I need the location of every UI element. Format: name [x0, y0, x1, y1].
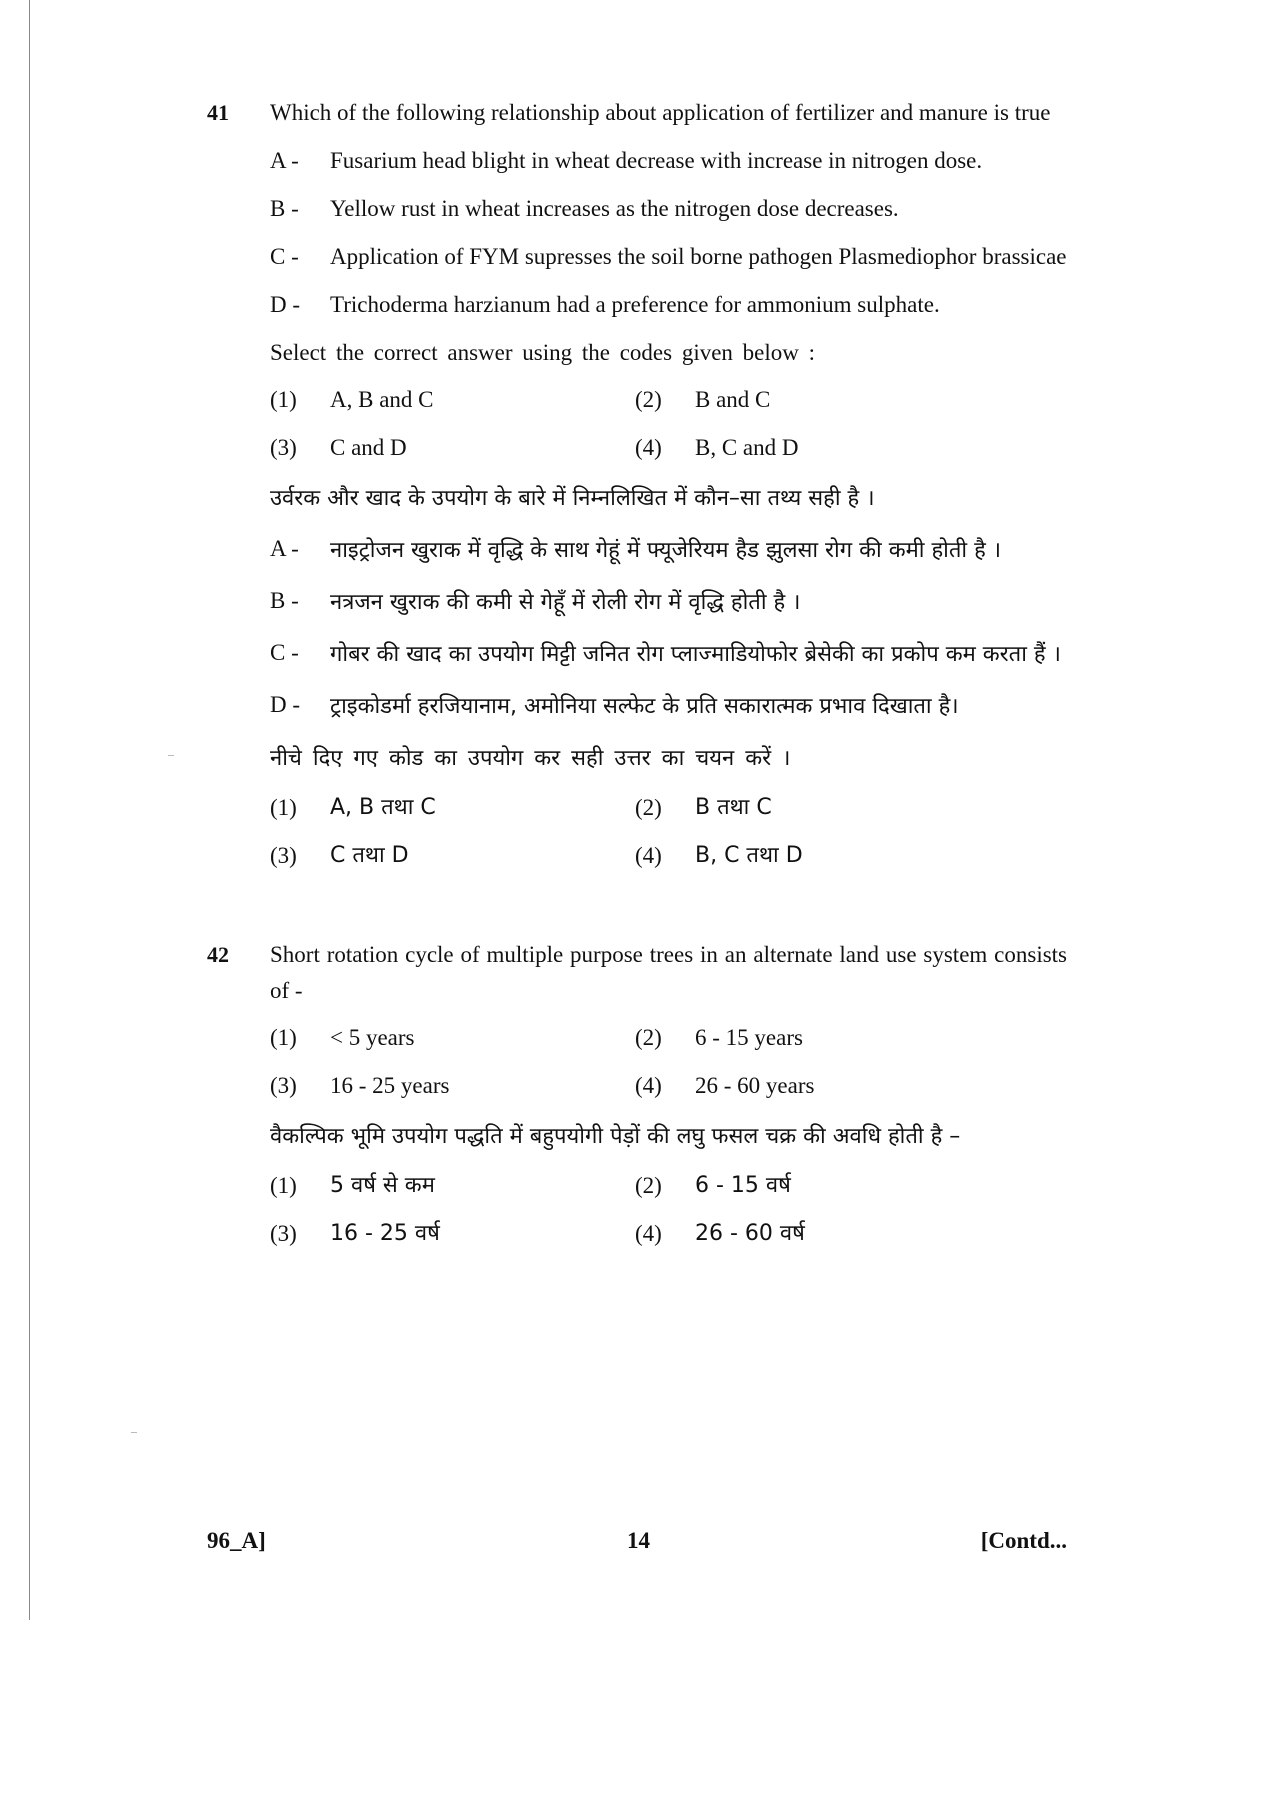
- statement-text: ट्राइकोडर्मा हरजियानाम, अमोनिया सल्फेट के प्रति सकारात्मक प्रभाव दिखाता है।: [330, 694, 959, 719]
- statement-letter: A -: [270, 148, 299, 173]
- options-hi: [270, 791, 1067, 873]
- option-1[interactable]: [270, 791, 635, 825]
- scan-speck: [131, 1432, 137, 1433]
- option-number: (4): [635, 1073, 662, 1098]
- option-text: C तथा D: [330, 843, 409, 868]
- option-text: 16 - 25 years: [330, 1073, 450, 1098]
- option-text: A, B and C: [330, 387, 434, 412]
- statement-letter: D -: [270, 692, 301, 717]
- statement-letter: B -: [270, 588, 299, 613]
- option-4[interactable]: [635, 431, 1067, 465]
- option-number: (2): [635, 1025, 662, 1050]
- question-41: [207, 95, 1067, 873]
- statement-text: Trichoderma harzianum had a preference for ammonium sulphate.: [330, 292, 940, 317]
- question-42: [207, 937, 1067, 1251]
- question-text-en: Which of the following relationship about application of fertilizer and manure is true: [270, 100, 1051, 125]
- option-4[interactable]: [635, 1217, 1067, 1251]
- statement-a-hi: [270, 531, 1067, 571]
- option-number: (3): [270, 1073, 297, 1098]
- option-text: < 5 years: [330, 1025, 415, 1050]
- statement-letter: D -: [270, 292, 301, 317]
- option-text: B, C and D: [695, 435, 799, 460]
- option-text: B तथा C: [695, 795, 772, 820]
- continued-label: [Contd...: [980, 1528, 1067, 1553]
- option-number: (3): [270, 843, 297, 868]
- page-footer: [207, 1523, 1067, 1559]
- question-spacer: [207, 887, 1067, 937]
- option-text: 5 वर्ष से कम: [330, 1173, 435, 1198]
- option-number: (4): [635, 1221, 662, 1246]
- option-number: (3): [270, 435, 297, 460]
- scan-speck: [168, 755, 174, 756]
- option-text: 6 - 15 years: [695, 1025, 803, 1050]
- option-2[interactable]: [635, 791, 1067, 825]
- option-3[interactable]: [270, 1217, 635, 1251]
- question-text-en: Short rotation cycle of multiple purpose trees in an alternate land use system consists of -: [270, 942, 1067, 1003]
- statement-text: Application of FYM supresses the soil borne pathogen Plasmediophor brassicae: [330, 244, 1067, 269]
- instruction-en: Select the correct answer using the codes given below :: [270, 340, 816, 365]
- option-text: A, B तथा C: [330, 795, 436, 820]
- paper-code: 96_A]: [207, 1528, 266, 1553]
- statement-letter: C -: [270, 640, 299, 665]
- statement-b-hi: [270, 583, 1067, 623]
- option-4[interactable]: [635, 839, 1067, 873]
- option-text: C and D: [330, 435, 407, 460]
- statement-letter: B -: [270, 196, 299, 221]
- option-number: (1): [270, 1173, 297, 1198]
- option-number: (2): [635, 387, 662, 412]
- option-text: 6 - 15 वर्ष: [695, 1173, 791, 1198]
- option-text: 26 - 60 वर्ष: [695, 1221, 805, 1246]
- option-3[interactable]: [270, 431, 635, 465]
- option-3[interactable]: [270, 1069, 635, 1103]
- option-2[interactable]: [635, 383, 1067, 417]
- statement-text: नाइट्रोजन खुराक में वृद्धि के साथ गेहूं में फ्यूजेरियम हैड झुलसा रोग की कमी होती है ।: [330, 538, 1002, 563]
- statement-b-en: [270, 191, 1067, 227]
- statement-c-hi: [270, 635, 1067, 675]
- option-number: (4): [635, 843, 662, 868]
- statement-text: Fusarium head blight in wheat decrease with increase in nitrogen dose.: [330, 148, 983, 173]
- options-en: [270, 1021, 1067, 1103]
- statement-d-en: [270, 287, 1067, 323]
- option-1[interactable]: [270, 1169, 635, 1203]
- left-margin-line: [29, 0, 30, 1620]
- option-2[interactable]: [635, 1169, 1067, 1203]
- option-4[interactable]: [635, 1069, 1067, 1103]
- question-number: 42: [207, 942, 229, 967]
- options-en: [270, 383, 1067, 465]
- page-content: [207, 95, 1067, 1265]
- question-body: [270, 95, 1067, 873]
- question-text-hi: वैकल्पिक भूमि उपयोग पद्धति में बहुपयोगी पेड़ों की लघु फसल चक्र की अवधि होती है –: [270, 1124, 961, 1149]
- statement-letter: A -: [270, 536, 299, 561]
- option-1[interactable]: [270, 1021, 635, 1055]
- option-number: (1): [270, 387, 297, 412]
- question-body: [270, 937, 1067, 1251]
- instruction-hi: नीचे दिए गए कोड का उपयोग कर सही उत्तर का चयन करें ।: [270, 746, 791, 771]
- option-2[interactable]: [635, 1021, 1067, 1055]
- question-text-hi: उर्वरक और खाद के उपयोग के बारे में निम्नलिखित में कौन–सा तथ्य सही है ।: [270, 486, 875, 511]
- option-number: (1): [270, 1025, 297, 1050]
- option-1[interactable]: [270, 383, 635, 417]
- statement-letter: C -: [270, 244, 299, 269]
- statement-c-en: [270, 239, 1067, 275]
- option-text: 16 - 25 वर्ष: [330, 1221, 440, 1246]
- option-number: (2): [635, 1173, 662, 1198]
- option-number: (3): [270, 1221, 297, 1246]
- statement-d-hi: [270, 687, 1067, 727]
- statement-text: Yellow rust in wheat increases as the nitrogen dose decreases.: [330, 196, 899, 221]
- option-number: (4): [635, 435, 662, 460]
- options-hi: [270, 1169, 1067, 1251]
- option-number: (2): [635, 795, 662, 820]
- option-text: B, C तथा D: [695, 843, 803, 868]
- question-number: 41: [207, 100, 229, 125]
- statement-text: गोबर की खाद का उपयोग मिट्टी जनित रोग प्लाज्माडियोफोर ब्रेसेकी का प्रकोप कम करता हैं ।: [330, 642, 1061, 667]
- statement-a-en: [270, 143, 1067, 179]
- statement-text: नत्रजन खुराक की कमी से गेहूँ में रोली रोग में वृद्धि होती है ।: [330, 590, 801, 615]
- option-text: 26 - 60 years: [695, 1073, 815, 1098]
- option-text: B and C: [695, 387, 771, 412]
- option-number: (1): [270, 795, 297, 820]
- option-3[interactable]: [270, 839, 635, 873]
- page-number: 14: [627, 1528, 650, 1553]
